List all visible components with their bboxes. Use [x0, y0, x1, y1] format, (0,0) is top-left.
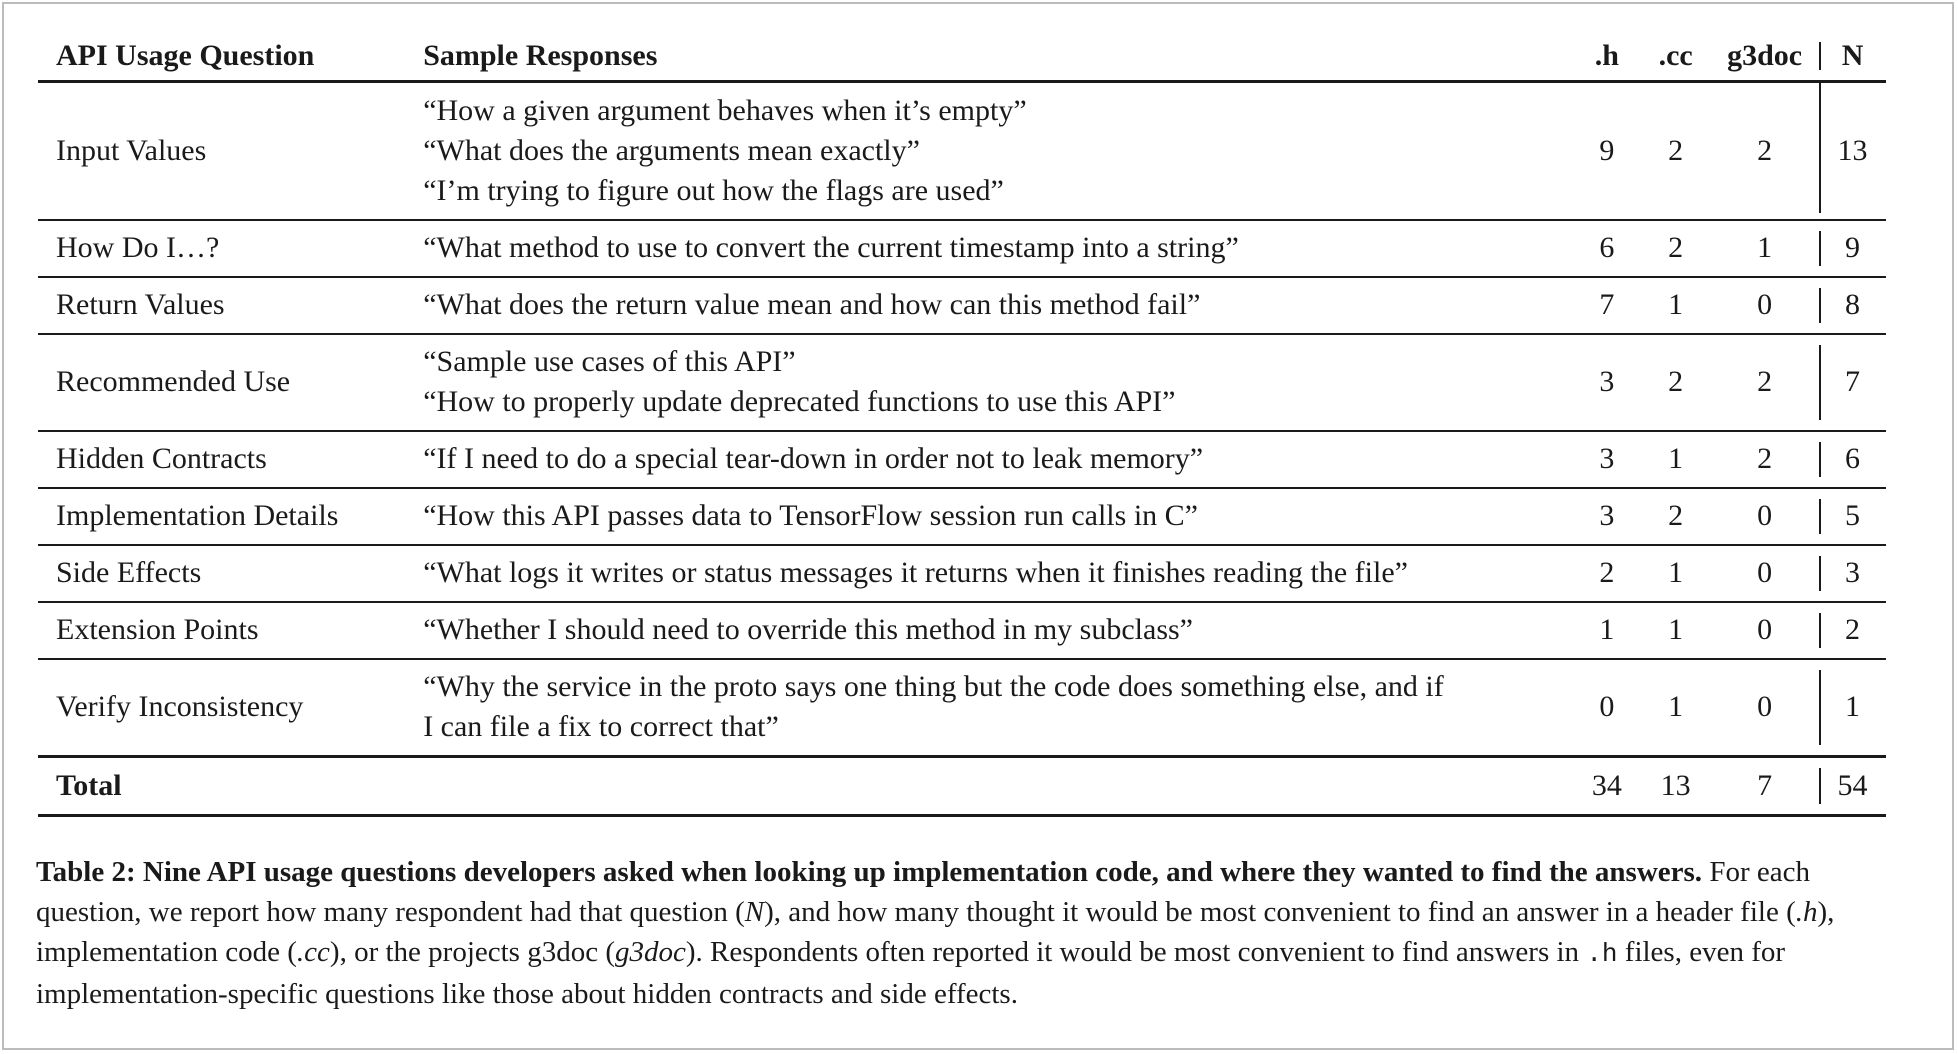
- response-line: “How a given argument behaves when it’s empty”: [423, 93, 1027, 127]
- response-line: “What does the arguments mean exactly”: [423, 133, 920, 167]
- row-cc-count: 2: [1641, 220, 1710, 277]
- row-question: Input Values: [38, 82, 403, 220]
- table-row: [38, 82, 1886, 220]
- row-responses: [403, 545, 1572, 602]
- table-row: [38, 488, 1886, 545]
- row-g3doc-count: 2: [1710, 82, 1819, 220]
- total-h: 34: [1572, 757, 1641, 816]
- row-h-count: 3: [1572, 488, 1641, 545]
- response-line: “What logs it writes or status messages it returns when it finishes reading the file”: [423, 556, 1408, 589]
- caption-bold-text: Nine API usage questions developers asked when looking up implementation code, and where they wanted to find the answers.: [142, 856, 1703, 888]
- response-line: “Sample use cases of this API”: [423, 345, 796, 378]
- row-question: Implementation Details: [38, 488, 403, 545]
- header-responses: Sample Responses: [403, 32, 1572, 82]
- row-cc-count: 1: [1641, 277, 1710, 334]
- row-responses: [403, 431, 1572, 488]
- caption-text: files, even for implementation-specific questions like those about hidden contracts and side effects.: [36, 936, 1786, 1010]
- caption-text: ). Respondents often reported it would be most convenient to find answers in: [685, 936, 1587, 968]
- row-responses: [403, 277, 1572, 334]
- api-usage-table: [38, 32, 1886, 817]
- table-row: [38, 220, 1886, 277]
- row-n-count: 3: [1819, 545, 1886, 602]
- header-h: .h: [1572, 32, 1641, 82]
- row-cc-count: 1: [1641, 659, 1710, 757]
- row-question: Verify Inconsistency: [38, 659, 403, 757]
- row-n-count: 9: [1819, 220, 1886, 277]
- row-cc-count: 1: [1641, 431, 1710, 488]
- row-h-count: 6: [1572, 220, 1641, 277]
- total-label: Total: [38, 757, 403, 816]
- table-row: [38, 545, 1886, 602]
- row-question: Hidden Contracts: [38, 431, 403, 488]
- response-line: “How this API passes data to TensorFlow session run calls in C”: [423, 499, 1198, 532]
- caption-h-symbol: .h: [1795, 896, 1818, 928]
- response-line: “Whether I should need to override this method in my subclass”: [423, 613, 1193, 646]
- caption-text: For each question, we report how many respondent had that question (: [36, 856, 1810, 928]
- caption-label: Table 2:: [36, 856, 136, 888]
- row-cc-count: 1: [1641, 545, 1710, 602]
- row-h-count: 9: [1572, 82, 1641, 220]
- total-g3doc: 7: [1710, 757, 1819, 816]
- row-g3doc-count: 0: [1710, 277, 1819, 334]
- row-n-count: 7: [1819, 334, 1886, 431]
- row-question: Extension Points: [38, 602, 403, 659]
- table-row: [38, 431, 1886, 488]
- response-line: “Why the service in the proto says one thing but the code does something else, and if: [423, 670, 1444, 704]
- row-g3doc-count: 0: [1710, 659, 1819, 757]
- row-h-count: 2: [1572, 545, 1641, 602]
- row-n-count: 8: [1819, 277, 1886, 334]
- row-g3doc-count: 1: [1710, 220, 1819, 277]
- row-responses: [403, 334, 1572, 431]
- row-responses: [403, 602, 1572, 659]
- row-responses: [403, 488, 1572, 545]
- row-h-count: 3: [1572, 431, 1641, 488]
- caption-h-code: .h: [1586, 939, 1618, 969]
- table-caption: [36, 852, 1888, 1014]
- row-cc-count: 2: [1641, 334, 1710, 431]
- row-question: Side Effects: [38, 545, 403, 602]
- row-h-count: 7: [1572, 277, 1641, 334]
- caption-n-symbol: N: [744, 896, 765, 928]
- row-n-count: 2: [1819, 602, 1886, 659]
- caption-cc-symbol: .cc: [296, 936, 330, 968]
- response-line: “How to properly update deprecated functions to use this API”: [423, 385, 1176, 418]
- caption-text: ), or the projects g3doc (: [329, 936, 615, 968]
- row-g3doc-count: 0: [1710, 488, 1819, 545]
- total-row: [38, 757, 1886, 816]
- total-cc: 13: [1641, 757, 1710, 816]
- caption-text: ), and how many thought it would be most convenient to find an answer in a header file (: [764, 896, 1796, 928]
- row-h-count: 0: [1572, 659, 1641, 757]
- row-responses: [403, 82, 1572, 220]
- caption-text: ), implementation code (: [36, 896, 1835, 968]
- row-n-count: 5: [1819, 488, 1886, 545]
- header-n: N: [1819, 32, 1886, 82]
- response-line: I can file a fix to correct that”: [423, 710, 779, 744]
- row-n-count: 6: [1819, 431, 1886, 488]
- row-g3doc-count: 2: [1710, 334, 1819, 431]
- header-question: API Usage Question: [38, 32, 403, 82]
- row-g3doc-count: 0: [1710, 545, 1819, 602]
- row-question: How Do I…?: [38, 220, 403, 277]
- response-line: “I’m trying to figure out how the flags are used”: [423, 173, 1004, 207]
- row-cc-count: 2: [1641, 488, 1710, 545]
- row-responses: [403, 220, 1572, 277]
- table-row: [38, 659, 1886, 757]
- row-g3doc-count: 2: [1710, 431, 1819, 488]
- response-line: “What does the return value mean and how can this method fail”: [423, 288, 1201, 321]
- response-line: “If I need to do a special tear-down in order not to leak memory”: [423, 442, 1204, 475]
- row-question: Recommended Use: [38, 334, 403, 431]
- table-header-row: [38, 32, 1886, 82]
- row-question: Return Values: [38, 277, 403, 334]
- table-row: [38, 277, 1886, 334]
- row-cc-count: 2: [1641, 82, 1710, 220]
- row-responses: [403, 659, 1572, 757]
- response-line: “What method to use to convert the current timestamp into a string”: [423, 231, 1239, 264]
- total-n: 54: [1819, 757, 1886, 816]
- caption-g3doc-symbol: g3doc: [615, 936, 686, 968]
- row-n-count: 1: [1819, 659, 1886, 757]
- header-cc: .cc: [1641, 32, 1710, 82]
- row-h-count: 3: [1572, 334, 1641, 431]
- table-row: [38, 334, 1886, 431]
- header-g3doc: g3doc: [1710, 32, 1819, 82]
- row-g3doc-count: 0: [1710, 602, 1819, 659]
- table-row: [38, 602, 1886, 659]
- row-cc-count: 1: [1641, 602, 1710, 659]
- total-empty-cell: [403, 757, 1572, 816]
- row-h-count: 1: [1572, 602, 1641, 659]
- row-n-count: 13: [1819, 82, 1886, 220]
